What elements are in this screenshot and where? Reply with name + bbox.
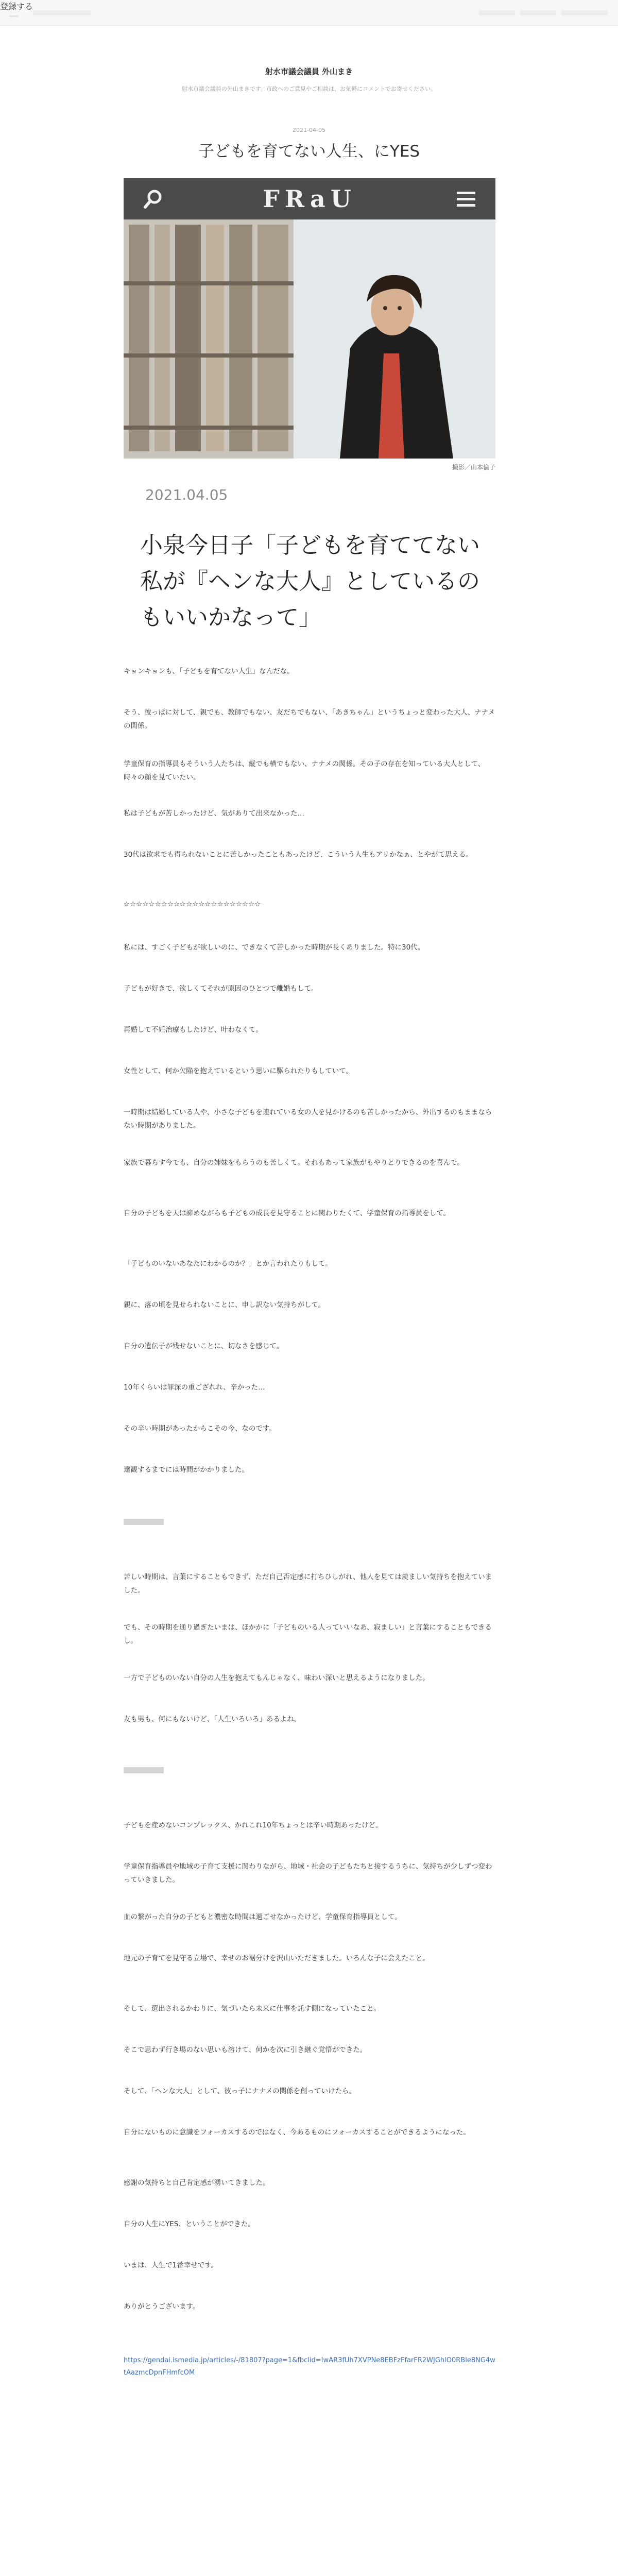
- body-paragraph: ☆☆☆☆☆☆☆☆☆☆☆☆☆☆☆☆☆☆☆☆☆☆: [124, 900, 261, 908]
- body-paragraph: 10年くらいは罪深の重ござれれ、辛かった…: [124, 1383, 265, 1392]
- body-paragraph: 私は子どもが苦しかったけど、気がありて出来なかった…: [124, 809, 304, 818]
- photo-credit: 撮影／山本倫子: [452, 464, 495, 471]
- body-paragraph: 一方で子どものいない自分の人生を抱えてもんじゃなく、味わい深いと思えるようになりました。: [124, 1674, 430, 1682]
- body-paragraph: 女性として、何か欠陥を抱えているという思いに駆られたりもしていて。: [124, 1067, 353, 1075]
- header-nav-item[interactable]: [561, 10, 608, 15]
- brand-logo: FRaU: [263, 185, 356, 213]
- inline-image-placeholder: [124, 1519, 164, 1525]
- body-paragraph: 達観するまでには時間がかかりました。: [124, 1466, 249, 1474]
- body-paragraph: 友も男も、何にもないけど、「人生いろいろ」あるよね。: [124, 1715, 301, 1723]
- body-paragraph: 子どもを産めないコンプレックス、かれこれ10年ちょっとは辛い時期あったけど。: [124, 1821, 383, 1829]
- body-paragraph: 一時期は結婚している人や、小さな子どもを連れている女の人を見かけるのも苦しかったから、外出するのもままならない時期がありました。: [124, 1108, 492, 1130]
- body-paragraph: 家族で暮らす今でも、自分の姉妹をもらうのも苦しくて。それもあって家族がもやりとりできるのを喜んで。: [124, 1159, 464, 1167]
- body-paragraph: 子どもが好きで、欲しくてそれが原因のひとつで離婚もして。: [124, 985, 318, 993]
- body-paragraph: 自分の人生にYES、ということができた。: [124, 2220, 255, 2228]
- post-title: 子どもを育てない人生、にYES: [198, 142, 420, 161]
- site-header: [0, 0, 618, 26]
- blog-description: 射水市議会議員の外山まきです。市政へのご意見やご相談は、お気軽にコメントでお寄せください。: [181, 86, 437, 92]
- body-paragraph: 学童保育指導員や地域の子育て支援に関わりながら、地域・社会の子どもたちと接するうちに、気持ちが少しずつ変わっていきました。: [124, 1862, 492, 1884]
- source-link[interactable]: https://gendai.ismedia.jp/articles/-/81807?page=1&fbclid=IwAR3fUh7XVPNe8EBFzFfarFR2WJGhlO0RBle8NG4wtAazmcDpnFHmfcOM: [124, 2357, 495, 2377]
- site-brand[interactable]: [24, 10, 91, 15]
- blog-title[interactable]: 射水市議会議員 外山まき: [265, 67, 353, 76]
- body-paragraph: 親に、落の頃を見せられないことに、申し訳ない気持ちがして。: [124, 1301, 325, 1309]
- body-paragraph: 私には、すごく子どもが欲しいのに、できなくて苦しかった時期が長くありました。特に30代。: [124, 943, 425, 952]
- body-paragraph: ありがとうございます。: [124, 2302, 200, 2311]
- body-paragraph: 30代は欲求でも得られないことに苦しかったこともあったけど、こういう人生もアリかなぁ、とやがて思える。: [124, 851, 473, 859]
- body-paragraph: 再婚して不妊治療もしたけど、叶わなくて。: [124, 1026, 263, 1034]
- body-paragraph: 自分にないものに意識をフォーカスするのではなく、今あるものにフォーカスすることができるようになった。: [124, 2128, 470, 2137]
- hero-brand-bar: [124, 178, 495, 219]
- body-paragraph: 自分の遺伝子が残せないことに、切なさを感じて。: [124, 1342, 284, 1350]
- menu-icon: [456, 190, 476, 208]
- body-paragraph: そして、選出されるかわりに、気づいたら未来に仕事を託す側になっていたこと。: [124, 2005, 381, 2013]
- inline-image-placeholder: [124, 1767, 164, 1773]
- body-paragraph: 学童保育の指導員もそういう人たちは、縦でも横でもない、ナナメの関係。その子の存在を知っている大人として、時々の顔を見ていたい。: [124, 760, 485, 782]
- body-paragraph: その辛い時期があったからこその今、なのです。: [124, 1425, 276, 1433]
- body-paragraph: 自分の子どもを天は諦めながらも子どもの成長を見守ることに関わりたくて、学童保育の指導員をして。: [124, 1209, 450, 1217]
- body-paragraph: 地元の子育てを見守る立場で、幸せのお裾分けを沢山いただきました。いろんな子に会えたこと。: [124, 1954, 430, 1962]
- body-paragraph: 苦しい時期は、言葉にすることもできず、ただ自己否定感に打ちひしがれ、他人を見ては羨ましい気持ちを抱えていました。: [124, 1573, 492, 1595]
- body-paragraph: そして、「ヘンな大人」として、彼っ子にナナメの関係を創っていけたら。: [124, 2087, 356, 2095]
- register-button[interactable]: 登録する: [0, 0, 33, 15]
- body-paragraph: そこで思わず行き場のない思いも溶けて、何かを次に引き継ぐ覚悟ができた。: [124, 2046, 367, 2054]
- article-title: 小泉今日子「子どもを育ててない私が『ヘンな大人』としているのもいいかなって」: [140, 532, 480, 631]
- body-paragraph: そう、彼っぱに対して、親でも、教師でもない、友だちでもない、「あきちゃん」というちょっと変わった大人、ナナメの関係。: [124, 708, 495, 730]
- hero-image: [124, 178, 495, 459]
- body-paragraph: キョンキョンも、「子どもを育てない人生」なんだな。: [124, 667, 294, 675]
- body-paragraph: 感謝の気持ちと自己肯定感が湧いてきました。: [124, 2179, 270, 2187]
- body-paragraph: 血の繋がった自分の子どもと濃密な時間は過ごせなかったけど、学童保育指導員として。: [124, 1913, 402, 1921]
- article-date: 2021.04.05: [145, 486, 228, 503]
- portrait-photo: [124, 219, 495, 459]
- header-nav-item[interactable]: [479, 10, 515, 15]
- search-icon: [143, 189, 164, 209]
- body-paragraph: でも、その時期を通り過ぎたいまは、ほかかに「子どものいる人っていいなあ、寂ましい」と言葉にすることもできるし。: [124, 1623, 492, 1645]
- body-paragraph: 「子どものいないあなたにわかるのか？」とか言われたりもして。: [124, 1260, 332, 1268]
- header-nav-item[interactable]: [520, 10, 556, 15]
- body-paragraph: いまは、人生で1番幸せです。: [124, 2261, 218, 2269]
- post-date: 2021-04-05: [293, 127, 325, 133]
